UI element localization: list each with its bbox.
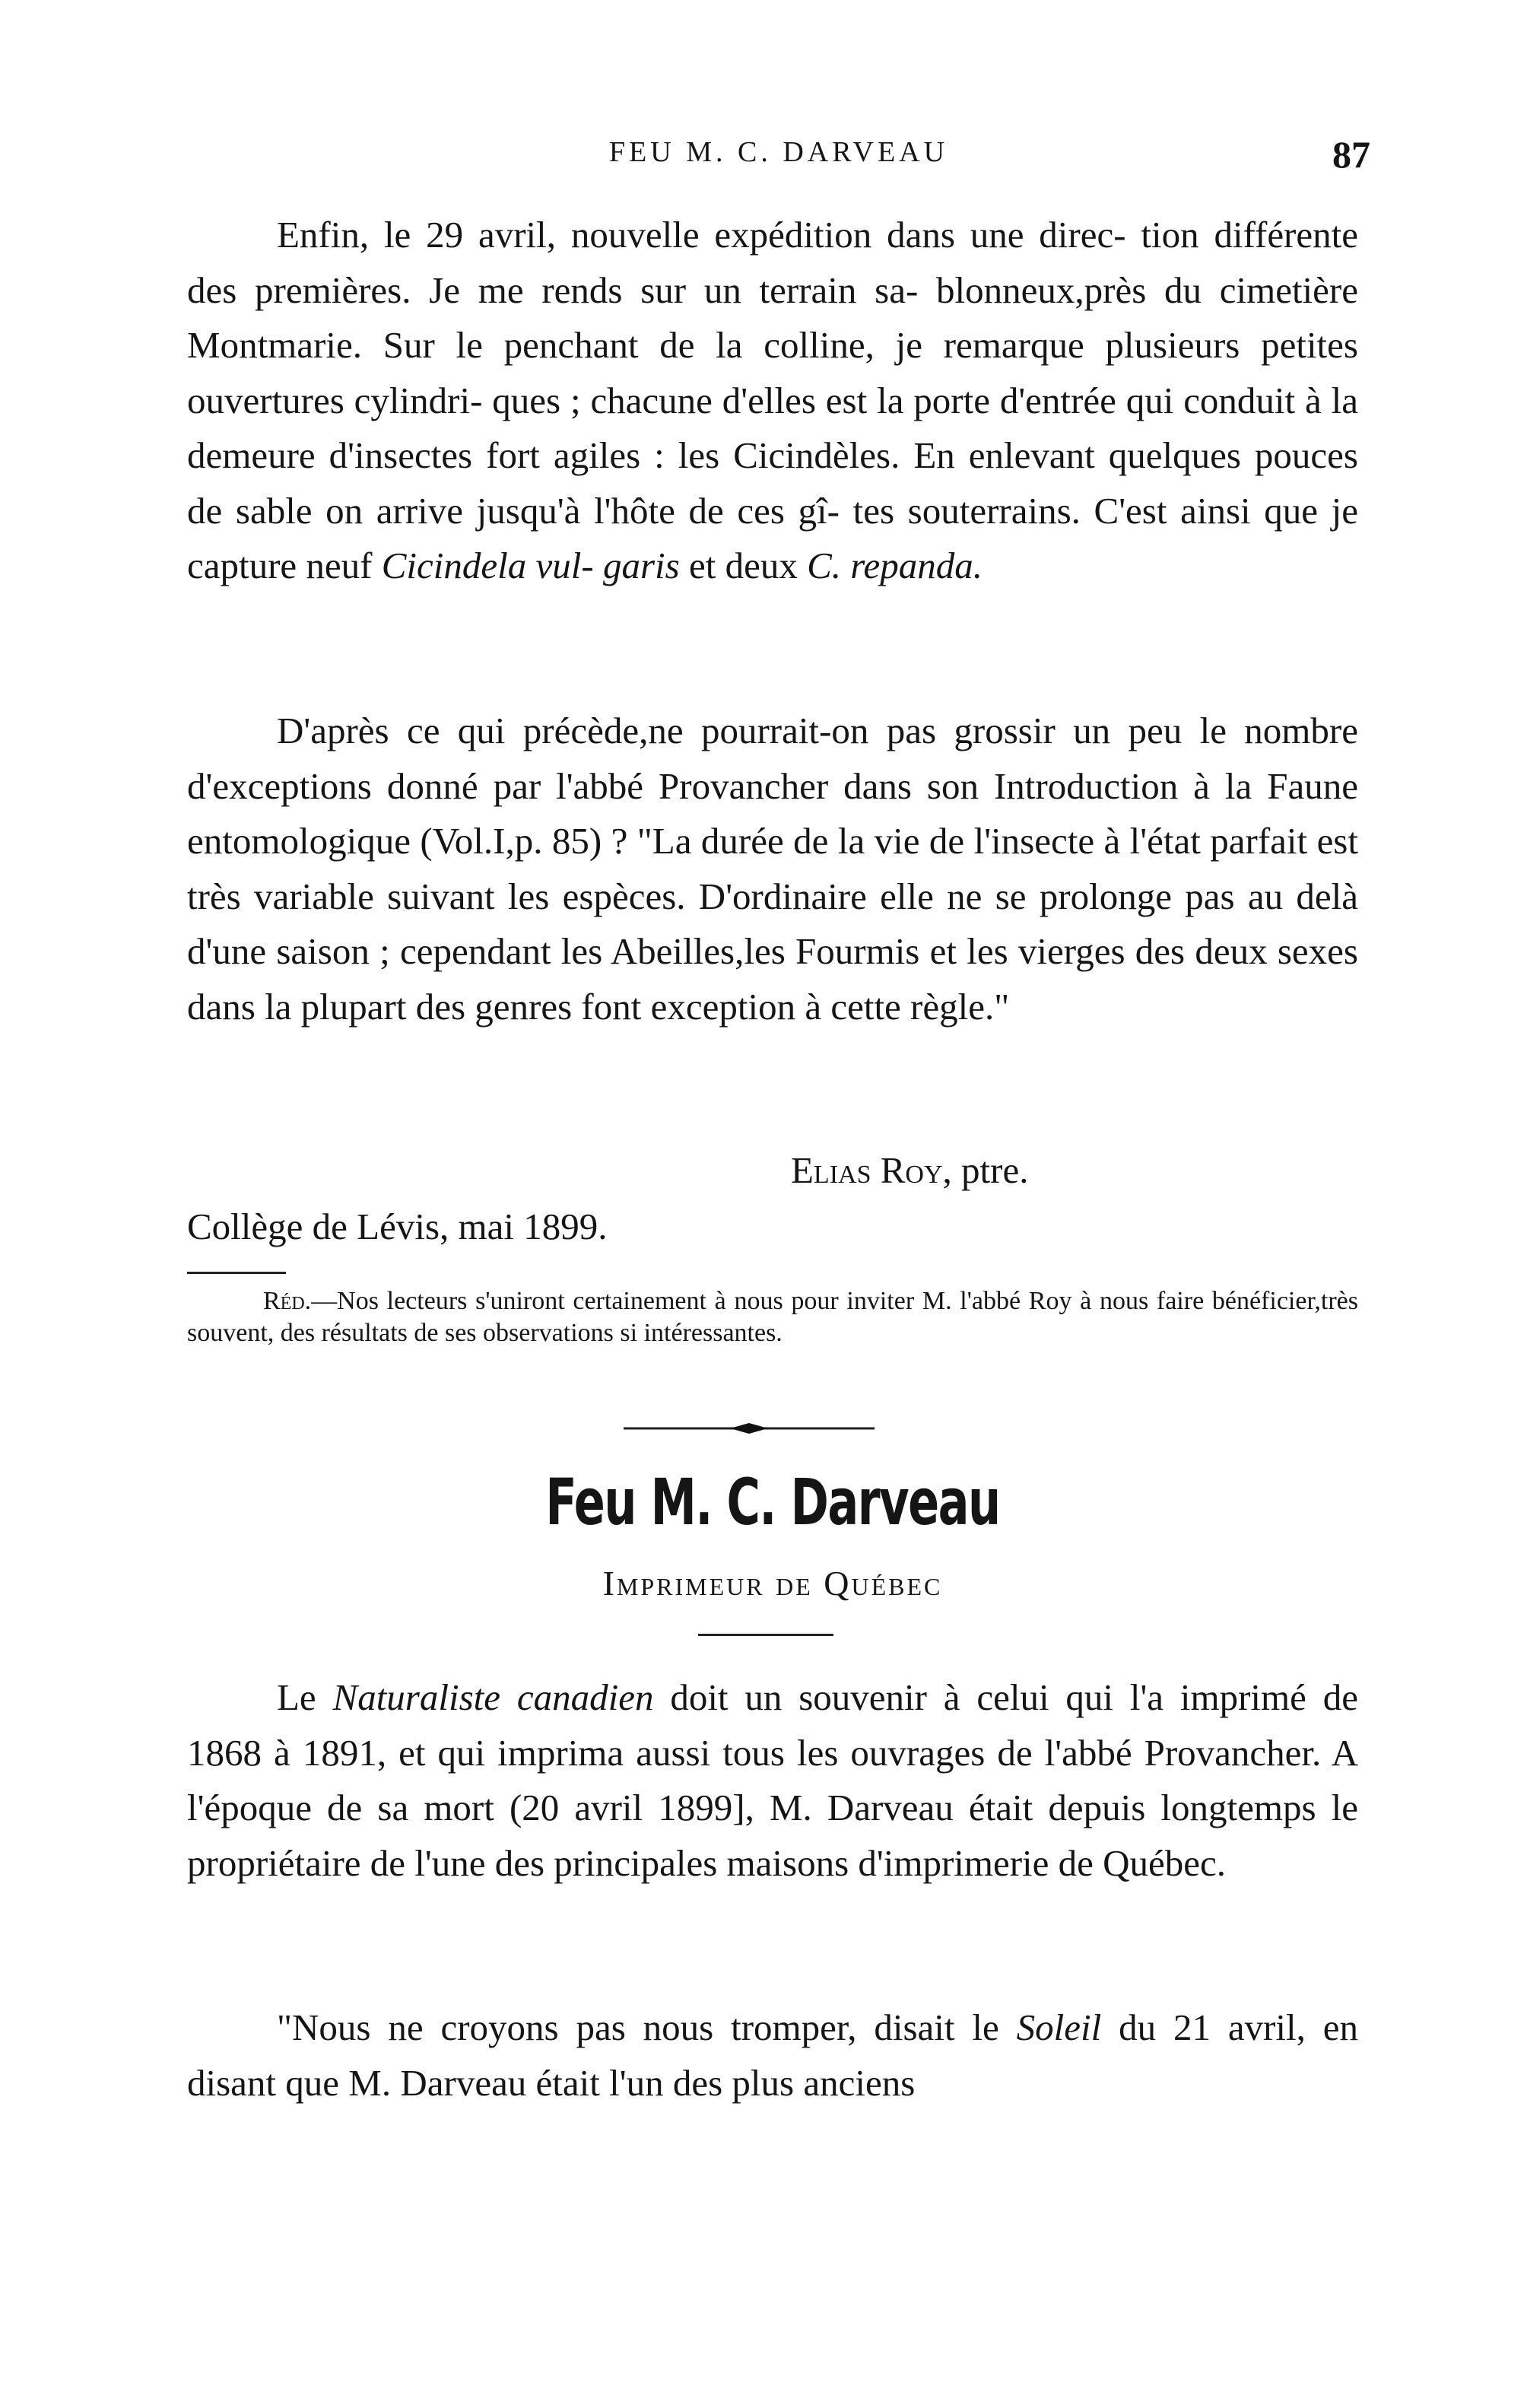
author-title: ptre.	[951, 1149, 1029, 1191]
author-name: Elias Roy,	[791, 1149, 952, 1191]
species-name: Cicindela vul-	[381, 545, 594, 586]
text-line: colline, je remarque plusieurs petites ouvertures cylindri-	[187, 324, 1358, 421]
species-name-2: C. repanda.	[807, 545, 983, 586]
paragraph-cicindeles	[187, 208, 1358, 594]
text-line: tion différente des premières. Je me rends sur un terrain sa-	[187, 214, 1358, 311]
author-signature	[791, 1144, 1028, 1197]
text-line: demeure d'insectes fort agiles : les Cicindèles. En enlevant	[187, 434, 1095, 476]
text-fragment: et deux	[679, 545, 808, 586]
place-date: Collège de Lévis, mai 1899.	[187, 1206, 608, 1247]
journal-name: Naturaliste canadien	[332, 1676, 654, 1718]
text-fragment: "Nous ne croyons pas nous tromper, disait le	[277, 2006, 1017, 2048]
text-line: quelques pouces de sable on arrive jusqu'à l'hôte de ces gî-	[187, 434, 1359, 532]
ornament-divider	[624, 1419, 875, 1437]
title-rule	[698, 1634, 833, 1636]
text-line: tes souterrains. C'est ainsi que je capture neuf	[187, 489, 1359, 586]
species-name-end: garis	[602, 545, 680, 586]
paragraph-soleil-quote	[187, 2000, 1358, 2111]
running-head	[187, 135, 1370, 181]
text-fragment: Le	[277, 1676, 333, 1718]
running-title: FEU M. C. DARVEAU	[608, 136, 949, 168]
text-line: Enfin, le 29 avril, nouvelle expédition dans une direc-	[277, 214, 1126, 256]
text-fragment: doit un souvenir à celui qui l'a imprimé de 1868 à 1891, et qui imprima aussi tous les ouvrages de l'abbé Provancher. A l'époque de sa mort (20 avril 1899], M. Darveau était depuis longtemps le propriétaire de l'une des principales maisons d'imprimerie de Québec.	[187, 1676, 1358, 1884]
editor-note-label: Réd.	[263, 1287, 312, 1315]
article-subtitle: Imprimeur de Québec	[602, 1564, 943, 1603]
paragraph-darveau-intro	[187, 1670, 1358, 1891]
text-line: ques ; chacune d'elles est la porte d'entrée qui conduit à la	[492, 379, 1359, 421]
page-number: 87	[1332, 133, 1370, 176]
text-fragment: du 21 avril, en disant que M. Darveau était l'un des plus anciens	[187, 2006, 1358, 2104]
editor-note-text: —Nos lecteurs s'uniront certainement à nous pour inviter M. l'abbé Roy à nous faire bénéficier,très souvent, des résultats de ses observations si intéressantes.	[187, 1287, 1358, 1347]
editor-note	[187, 1285, 1358, 1349]
footnote-rule	[187, 1272, 286, 1274]
newspaper-name: Soleil	[1016, 2006, 1102, 2048]
article-title: Feu M. C. Darveau	[545, 1465, 1000, 1539]
paragraph-exceptions: D'après ce qui précède,ne pourrait-on pas grossir un peu le nombre d'exceptions donné par l'abbé Provancher dans son Introduction à la Faune entomologique (Vol.I,p. 85) ? "La durée de la vie de l'insecte à l'état parfait est très variable suivant les espèces. D'ordinaire elle ne se prolonge pas au delà d'une saison ; cependant les Abeilles,les Fourmis et les vierges des deux sexes dans la plupart des genres font exception à cette règle."	[187, 710, 1358, 1028]
ornament-diamond	[730, 1423, 768, 1434]
text-line: blonneux,près du cimetière Montmarie. Sur le penchant de la	[187, 268, 1358, 366]
